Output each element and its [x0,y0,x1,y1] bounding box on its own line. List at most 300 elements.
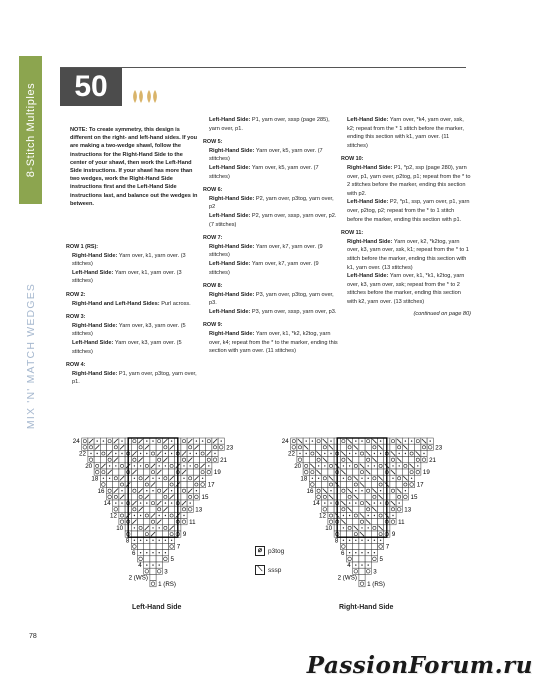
row-label-even: 10 [325,525,333,532]
purl-symbol [165,453,166,454]
purl-symbol [171,540,172,541]
purl-symbol [214,453,215,454]
side-label: Right-Hand Side: [72,322,119,329]
chart-cell [409,444,415,450]
row-label-odd: 1 (RS) [367,580,385,588]
chart-cell [181,457,187,463]
chart-cell [371,525,377,531]
chart-cell [415,438,421,444]
row-label-odd: 23 [435,444,443,452]
row-label-even: 20 [294,463,302,470]
chart-cell [156,543,162,549]
chart-cell [131,457,137,463]
chart-cell [402,494,408,500]
chart-cell [328,512,334,518]
instruction-text: Yarn over, k1, yarn over. (3 stitches) [72,269,182,285]
chart-cell [119,457,125,463]
purl-symbol [361,552,362,553]
chart-cell [119,519,125,525]
chart-cell [390,494,396,500]
purl-symbol [349,552,350,553]
chart-cell [347,469,353,475]
purl-symbol [202,440,203,441]
chart-cell [94,463,100,469]
chart-cell [353,512,359,518]
chart-cell [390,506,396,512]
purl-symbol [196,440,197,441]
row-label-even: 22 [288,450,295,458]
purl-symbol [159,540,160,541]
chart-cell [390,438,396,444]
chart-cell [156,506,162,512]
chart-cell [353,469,359,475]
chart-cell [100,457,106,463]
chart-cell [187,475,193,481]
row-label-even: 6 [341,549,345,557]
chart-cell [200,457,206,463]
chart-cell [365,531,371,537]
chart-cell [409,457,415,463]
row-label-odd: 3 [164,568,168,576]
purl-symbol [152,564,153,565]
page-number: 78 [29,633,37,640]
chart-cell [206,469,212,475]
purl-symbol [368,465,369,466]
chart-cell [150,469,156,475]
chart-cell [359,500,365,506]
row-heading: ROW 3: [66,314,86,321]
row-label-odd: 17 [416,481,424,489]
chart-cell [181,519,187,525]
purl-symbol [349,453,350,454]
side-label: Left-Hand Side: [347,117,390,123]
purl-symbol [343,478,344,479]
purl-symbol [399,502,400,503]
chart-cell [347,525,353,531]
purl-symbol [430,440,431,441]
chart-cell [371,475,377,481]
chart-cell [150,494,156,500]
chart-cell [340,444,346,450]
chart-cell [162,444,168,450]
row-label-odd: 9 [182,531,187,539]
chart-cell [119,481,125,487]
row-label-even: 6 [132,549,136,557]
right-hand-side-chart [267,434,457,604]
instruction-text: Yarn over, k5, yarn over. (7 stitches) [209,164,319,180]
row-label-even: 18 [91,475,99,483]
purl-symbol [380,490,381,491]
side-label: Right-Hand Side: [209,243,256,250]
row-heading: ROW 10: [341,156,364,163]
instruction-entry [66,252,202,269]
chart-cell [291,438,297,444]
purl-symbol [380,453,381,454]
instruction-text: Yarn over, k3, yarn over. (5 stitches) [72,322,186,338]
side-label: Right-Hand Side: [347,238,394,245]
chart-cell [169,543,175,549]
purl-symbol [306,440,307,441]
chart-cell [347,444,353,450]
chart-cell [162,543,168,549]
chart-cell [150,543,156,549]
purl-symbol [380,540,381,541]
chart-cell [119,506,125,512]
row-label-odd: 23 [226,444,234,452]
purl-symbol [159,478,160,479]
purl-symbol [355,552,356,553]
row-label-even: 8 [334,537,339,545]
instruction-entry [203,260,340,277]
purl-symbol [134,478,135,479]
instruction-entry [66,269,202,286]
instruction-entry [203,116,340,133]
chart-cell [309,469,315,475]
row-label-odd: 7 [385,543,390,551]
purl-symbol [152,440,153,441]
chart-cell [340,506,346,512]
chart-cell [340,438,346,444]
purl-symbol [183,478,184,479]
row-heading: ROW 8: [203,283,223,290]
purl-symbol [146,552,147,553]
chart-cell [113,494,119,500]
chart-cell [378,457,384,463]
chart-cell [113,506,119,512]
purl-symbol [140,552,141,553]
chart-cell [156,556,162,562]
legend-label-p3tog: p3tog [268,547,285,555]
side-label: Right-Hand Side: [209,291,256,298]
row-label-odd: 7 [176,543,181,551]
chart-cell [359,543,365,549]
chart-cell [162,481,168,487]
row-label-odd: 3 [373,568,377,576]
row-heading: ROW 2: [66,291,86,298]
chart-cell [390,519,396,525]
chart-cell [144,556,150,562]
purl-symbol [159,552,160,553]
chart-cell [402,457,408,463]
row-label-odd: 15 [201,494,209,501]
chart-cell [353,457,359,463]
instruction-entry [203,164,340,181]
instruction-entry [66,339,202,356]
chart-cell [119,463,125,469]
chart-cell [131,488,137,494]
purl-symbol [140,540,141,541]
purl-symbol [330,490,331,491]
chart-cell [119,512,125,518]
chart-cell [328,463,334,469]
chart-cell [100,450,106,456]
chart-cell [200,469,206,475]
chart-cell [365,488,371,494]
purl-symbol [202,478,203,479]
chart-cell [415,469,421,475]
purl-symbol [392,515,393,516]
chart-cell [365,444,371,450]
chart-cell [396,475,402,481]
chart-cell [107,457,113,463]
chart-cell [206,438,212,444]
chart-cell [162,494,168,500]
chart-cell [150,457,156,463]
purl-symbol [343,515,344,516]
purl-symbol [159,527,160,528]
chart-cell [144,568,150,574]
right-chart-caption: Right-Hand Side [339,604,394,611]
chart-cell [347,556,353,562]
row-heading: ROW 11: [341,230,364,237]
chart-cell [378,469,384,475]
chart-cell [316,494,322,500]
chart-cell [353,463,359,469]
chart-cell [322,481,328,487]
chart-cell [144,457,150,463]
chart-cell [328,506,334,512]
row-label-odd: 21 [220,456,227,464]
chart-cell [181,488,187,494]
instruction-text: P3, yarn over, sssp, yarn over, p3. [251,308,337,315]
chart-cell [156,481,162,487]
chart-cell [113,475,119,481]
left-chart-caption: Left-Hand Side [132,604,182,611]
tab-label: 8-Stitch Multiples [24,82,37,178]
chart-cell [322,494,328,500]
row-heading: ROW 9: [203,322,223,329]
chart-cell [138,531,144,537]
chart-cell [131,543,137,549]
chart-cell [138,525,144,531]
chart-cell [378,543,384,549]
chart-cell [144,543,150,549]
chart-cell [107,488,113,494]
purl-symbol [121,490,122,491]
row-label-odd: 13 [195,506,203,514]
chart-cell [328,457,334,463]
purl-symbol [90,453,91,454]
chart-cell [359,574,365,580]
purl-symbol [355,440,356,441]
chart-cell [162,475,168,481]
purl-symbol [152,540,153,541]
row-label-even: 8 [125,537,130,545]
purl-symbol [134,540,135,541]
chart-cell [138,543,144,549]
chart-cell [371,543,377,549]
chart-cell [409,450,415,456]
purl-symbol [330,453,331,454]
instruction-text: Yarn over, k3, yarn over. (5 stitches) [72,339,182,355]
legend-label-sssp: sssp [268,566,282,574]
purl-symbol [159,564,160,565]
purl-symbol [146,540,147,541]
chart-cell [347,531,353,537]
row-label-odd: 5 [379,556,383,563]
chart-cell [138,475,144,481]
chart-cell [378,519,384,525]
chart-cell [316,444,322,450]
chart-cell [347,475,353,481]
chart-cell [359,469,365,475]
purl-symbol [392,465,393,466]
purl-symbol [121,502,122,503]
chart-cell [169,463,175,469]
purl-symbol [140,453,141,454]
row-label-even: 4 [347,562,351,570]
purl-symbol [190,453,191,454]
chart-cell [150,506,156,512]
purl-symbol [196,490,197,491]
chart-cell [390,481,396,487]
purl-symbol [355,453,356,454]
chart-cell [353,568,359,574]
row-label-odd: 11 [189,518,196,526]
chart-cell [415,457,421,463]
chart-cell [340,543,346,549]
chart-cell [150,450,156,456]
purl-symbol [165,465,166,466]
side-label: Left-Hand Side: [209,260,252,267]
side-label: Right-Hand Side: [72,370,119,377]
row-label-odd: 11 [398,518,405,526]
instruction-text: P1, yarn over, p3tog, yarn over, p1. [72,370,197,386]
chart-cell [365,568,371,574]
purl-symbol [361,490,362,491]
chart-cell [371,519,377,525]
row-label-even: 18 [300,475,308,483]
purl-symbol [374,515,375,516]
instruction-text: Yarn over, k1, *k1, k2tog, yarn over, k3, yarn over, ssk; repeat from the * to 2 stitches before the marker, ending this section with k2, yarn over. (13 stitches) [347,273,465,305]
chart-cell [402,469,408,475]
instruction-text: Yarn over, *k4, yarn over, ssk, k2; repeat from the * 1 stitch before the marker, ending this section with k1, yarn over. (11 stitches) [347,117,464,149]
chart-cell [396,494,402,500]
chart-cell [169,469,175,475]
purl-symbol [361,540,362,541]
chart-cell [138,469,144,475]
instruction-text: Yarn over, k1, *k2, k2tog, yarn over, k4; repeat from the * to the marker, ending this section with yarn over. (11 stitches) [209,331,338,355]
chart-cell [144,519,150,525]
chart-cell [131,444,137,450]
chart-cell [371,444,377,450]
chart-cell [113,481,119,487]
purl-symbol [221,440,222,441]
purl-symbol [355,490,356,491]
purl-symbol [368,540,369,541]
purl-symbol [361,527,362,528]
instruction-entry [341,198,471,224]
purl-symbol [115,453,116,454]
purl-symbol [159,515,160,516]
chart-cell [181,494,187,500]
purl-symbol [146,453,147,454]
chart-cell [169,531,175,537]
chart-cell [156,444,162,450]
purl-symbol [349,465,350,466]
instruction-text: P1, *p2, ssp (page 280), yarn over, p1, yarn over, p2tog, p1; repeat from the * to 2 stitches before the marker, ending this section with p2. [347,164,471,197]
side-label: Right-Hand Side: [347,164,394,171]
row-label-even: 16 [97,487,105,495]
row-label-even: 2 (WS) [128,574,148,582]
chart-cell [396,444,402,450]
row-heading: ROW 5: [203,139,223,146]
chart-cell [119,469,125,475]
p3tog-symbol-icon: ⌀ [255,546,265,556]
chart-cell [144,531,150,537]
chart-cell [378,506,384,512]
chart-cell [353,556,359,562]
chart-cell [291,444,297,450]
chart-cell [82,438,88,444]
purl-symbol [109,478,110,479]
purl-symbol [152,552,153,553]
purl-symbol [324,502,325,503]
chart-cell [100,481,106,487]
instruction-entry [203,330,340,356]
instruction-entry [341,164,471,198]
instruction-text: P2, yarn over, p3tog, yarn over, p2 [209,195,334,211]
chart-cell [353,531,359,537]
chart-cell [409,469,415,475]
chart-cell [353,481,359,487]
chart-cell [359,450,365,456]
sssp-symbol-icon: ⟍ [255,565,265,575]
chart-cell [402,481,408,487]
chart-cell [107,438,113,444]
purl-symbol [146,440,147,441]
chart-cell [378,463,384,469]
chart-cell [365,481,371,487]
chart-cell [390,444,396,450]
chart-cell [365,506,371,512]
chart-cell [156,438,162,444]
purl-symbol [190,502,191,503]
chart-cell [144,506,150,512]
purl-symbol [380,440,381,441]
chart-cell [131,506,137,512]
instruction-text: Yarn over, k2, *k2tog, yarn over, k3, yarn over, ssk, k1; repeat from the * to 1 stitch before the marker, ending this section with k1, yarn over. (13 stitches) [347,238,469,271]
purl-symbol [423,453,424,454]
leaf-motif-icon [131,88,159,104]
chart-cell [94,469,100,475]
purl-symbol [115,465,116,466]
purl-symbol [330,502,331,503]
row-label-even: 4 [138,562,142,570]
chart-cell [193,481,199,487]
chart-cell [181,506,187,512]
purl-symbol [361,478,362,479]
purl-symbol [343,465,344,466]
chart-cell [347,543,353,549]
purl-symbol [134,527,135,528]
chart-cell [187,444,193,450]
purl-symbol [405,490,406,491]
purl-symbol [355,540,356,541]
chart-cell [131,438,137,444]
instruction-text: P2, yarn over, sssp, yarn over, p2. (7 stitches) [209,212,337,228]
row-label-odd: 13 [404,506,412,514]
side-label: Left-Hand Side: [72,339,115,346]
side-label: Left-Hand Side: [209,164,252,171]
instruction-text: Yarn over, k7, yarn over. (9 stitches) [209,260,319,276]
chart-cell [328,481,334,487]
purl-symbol [349,515,350,516]
chart-cell [396,481,402,487]
purl-symbol [368,478,369,479]
row-label-even: 14 [103,500,111,508]
chart-cell [322,475,328,481]
